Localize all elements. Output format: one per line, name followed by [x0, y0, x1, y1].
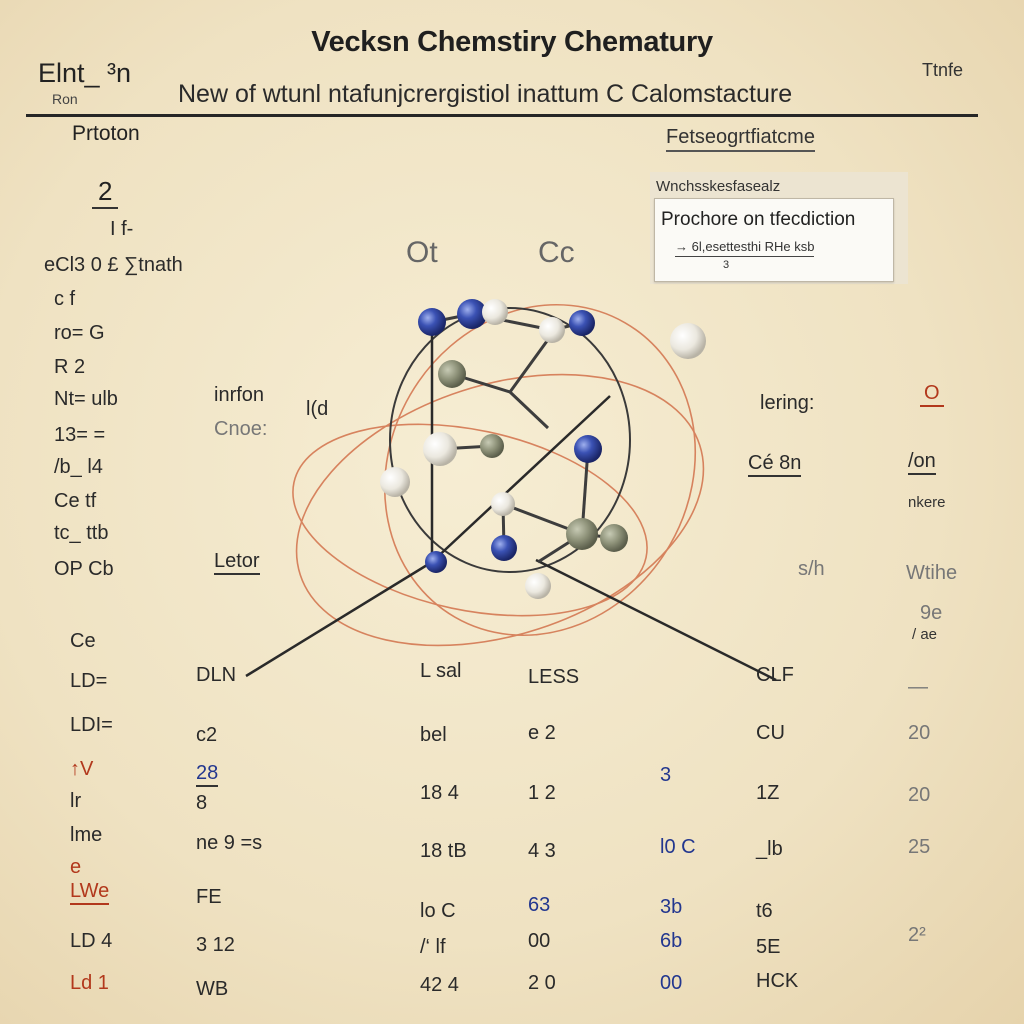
col4-cell-2: 3b: [660, 896, 683, 918]
col2-cell-2: 18 4: [420, 782, 459, 804]
molecule-label-left: Ot: [406, 236, 438, 269]
label-on: /on: [908, 450, 936, 475]
element-sublabel: Ron: [52, 91, 78, 107]
row-label-4: lr: [70, 790, 82, 812]
row-label-3: ↑V: [70, 758, 94, 780]
row-label-9: Ld 1: [70, 972, 109, 994]
col4-cell-4: 00: [660, 972, 683, 994]
label-lering: lering:: [760, 392, 815, 414]
col3-cell-3: 4 3: [528, 840, 556, 862]
left-row-2: c f: [54, 288, 76, 310]
label-c-on: Cé 8n: [748, 452, 801, 477]
atom-10: [380, 467, 410, 497]
col5-cell-2: 1Z: [756, 782, 780, 804]
atom-2: [569, 310, 595, 336]
col4-cell-3: 6b: [660, 930, 683, 952]
label-nkere: nkere: [908, 494, 946, 511]
col1-cell-1: c2: [196, 724, 218, 746]
atom-13: [438, 360, 466, 388]
atom-5: [425, 551, 447, 573]
atom-15: [566, 518, 598, 550]
atom-6: [482, 299, 508, 325]
col2-cell-4: lo C: [420, 900, 456, 922]
row-label-6: e: [70, 856, 82, 878]
row-label-1: LD=: [70, 670, 108, 692]
col6-cell-3: 25: [908, 836, 931, 858]
page-subtitle: New of wtunl ntafunjcrergistiol inattum C Calomstacture: [178, 80, 793, 108]
label-letor: Letor: [214, 550, 260, 575]
col1-cell-7: WB: [196, 978, 229, 1000]
col5-cell-1: CU: [756, 722, 785, 744]
col2-cell-3: 18 tB: [420, 840, 467, 862]
col3-cell-5: 00: [528, 930, 551, 952]
left-row-8: Ce tf: [54, 490, 97, 512]
col1-cell-3: 8: [196, 792, 208, 814]
left-row-7: /b_ l4: [54, 456, 103, 478]
label-ye: 9e: [920, 602, 943, 624]
atom-11: [491, 492, 515, 516]
label-sim: s/h: [798, 558, 825, 580]
row-label-2: LDI=: [70, 714, 113, 736]
note-card-caption: Wnchsskesfasealz: [656, 178, 781, 195]
atom-4: [491, 535, 517, 561]
label-tihe: Wtihe: [906, 562, 958, 584]
molecule-label-right: Cc: [538, 236, 575, 269]
col5-cell-0: CLF: [756, 664, 794, 686]
col6-cell-2: 20: [908, 784, 931, 806]
atom-8: [670, 323, 706, 359]
top-right-label: Ttnfe: [922, 60, 964, 80]
col3-cell-2: 1 2: [528, 782, 556, 804]
col1-cell-4: ne 9 =s: [196, 832, 263, 854]
col4-cell-1: l0 C: [660, 836, 696, 858]
col3-cell-4: 63: [528, 894, 551, 916]
col5-cell-6: HCK: [756, 970, 799, 992]
label-inrfon: inrfon: [214, 384, 265, 406]
col5-cell-5: 5E: [756, 936, 781, 958]
label-o-circle: O: [920, 382, 944, 407]
col1-cell-6: 3 12: [196, 934, 235, 956]
col1-cell-2: 28: [196, 762, 218, 787]
label-ae: / ae: [912, 626, 938, 643]
row-label-5: lme: [70, 824, 103, 846]
row-label-7: LWe: [70, 880, 109, 905]
label-cnoe: Cnoe:: [214, 418, 268, 440]
col3-cell-6: 2 0: [528, 972, 556, 994]
left-row-9: tc_ ttb: [54, 522, 109, 544]
atom-16: [600, 524, 628, 552]
col5-cell-3: _lb: [756, 838, 783, 860]
atom-14: [480, 434, 504, 458]
section-heading-left: Prtoton: [72, 122, 140, 145]
col2-cell-1: bel: [420, 724, 447, 746]
note-card-heading: Prochore on tfecdiction: [661, 209, 856, 230]
atom-7: [539, 317, 565, 343]
col6-cell-4: 2²: [908, 924, 926, 946]
page-title: Vecksn Chemstiry Chematury: [311, 26, 713, 58]
col2-cell-0: L sal: [420, 660, 462, 682]
section-heading-right: Fetseogrtfiatcme: [666, 126, 815, 152]
row-label-0: Ce: [70, 630, 96, 652]
atom-0: [418, 308, 446, 336]
atom-12: [525, 573, 551, 599]
atom-3: [574, 435, 602, 463]
note-card-ref: 3: [723, 259, 730, 271]
left-row-0: I f-: [110, 218, 134, 240]
left-row-6: 13= =: [54, 424, 106, 446]
col2-cell-6: 42 4: [420, 974, 459, 996]
col1-cell-5: FE: [196, 886, 222, 908]
col6-cell-1: 20: [908, 722, 931, 744]
atom-9: [423, 432, 457, 466]
element-label: Elnt_ ³n: [38, 58, 132, 88]
section-number: 2: [92, 176, 118, 209]
col2-cell-5: /‘ lf: [420, 936, 446, 958]
col6-cell-0: —: [908, 676, 928, 698]
col1-cell-0: DLN: [196, 664, 237, 686]
note-card-line: → 6l,esettesthi RHe ksb: [675, 239, 814, 257]
left-row-3: ro= G: [54, 322, 105, 344]
row-label-8: LD 4: [70, 930, 113, 952]
col4-cell-0: 3: [660, 764, 672, 786]
left-row-5: Nt= ulb: [54, 388, 118, 410]
col3-cell-1: e 2: [528, 722, 556, 744]
left-row-4: R 2: [54, 356, 86, 378]
col3-cell-0: LESS: [528, 666, 580, 688]
col5-cell-4: t6: [756, 900, 773, 922]
left-row-10: OP Cb: [54, 558, 114, 580]
left-row-1: eCl3 0 £ ∑tnath: [44, 254, 183, 276]
label-ltd: l(d: [306, 398, 329, 420]
